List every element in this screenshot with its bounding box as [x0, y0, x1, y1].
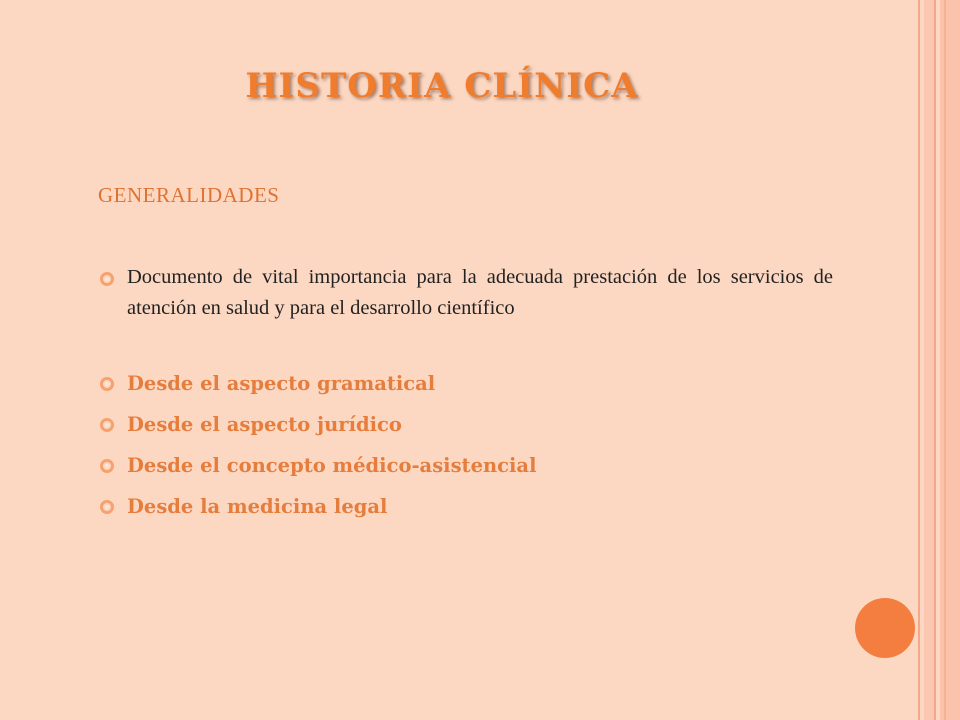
- slide-subtitle: GENERALIDADES: [98, 183, 280, 207]
- aspect-item-gramatical: [98, 363, 833, 404]
- decorative-stripe: [924, 0, 934, 720]
- decorative-stripe: [940, 0, 960, 720]
- slide-title: HISTORIA CLÍNICA: [245, 66, 639, 106]
- bullet-icon: [100, 500, 114, 514]
- description-text: Documento de vital importancia para la adecuada prestación de los servicios de atención en salud y para el desarrollo científico: [127, 266, 833, 319]
- bullet-icon: [100, 377, 114, 391]
- aspect-item-juridico: [98, 404, 833, 445]
- aspect-item-medicina-legal: [98, 486, 833, 527]
- decorative-circle: [855, 598, 915, 658]
- bullet-icon: [100, 459, 114, 473]
- decorative-stripe: [934, 0, 936, 720]
- aspect-item-medico-asistencial: [98, 445, 833, 486]
- aspect-text: Desde el concepto médico-asistencial: [127, 454, 537, 477]
- bullet-icon: [100, 418, 114, 432]
- aspect-text: Desde el aspecto jurídico: [127, 413, 402, 436]
- description-item: [98, 262, 833, 324]
- bullet-list: [98, 262, 833, 527]
- decorative-stripe: [944, 0, 946, 720]
- aspect-text: Desde la medicina legal: [127, 495, 388, 518]
- decorative-stripe: [918, 0, 920, 720]
- aspect-text: Desde el aspecto gramatical: [127, 372, 436, 395]
- bullet-icon: [100, 272, 114, 286]
